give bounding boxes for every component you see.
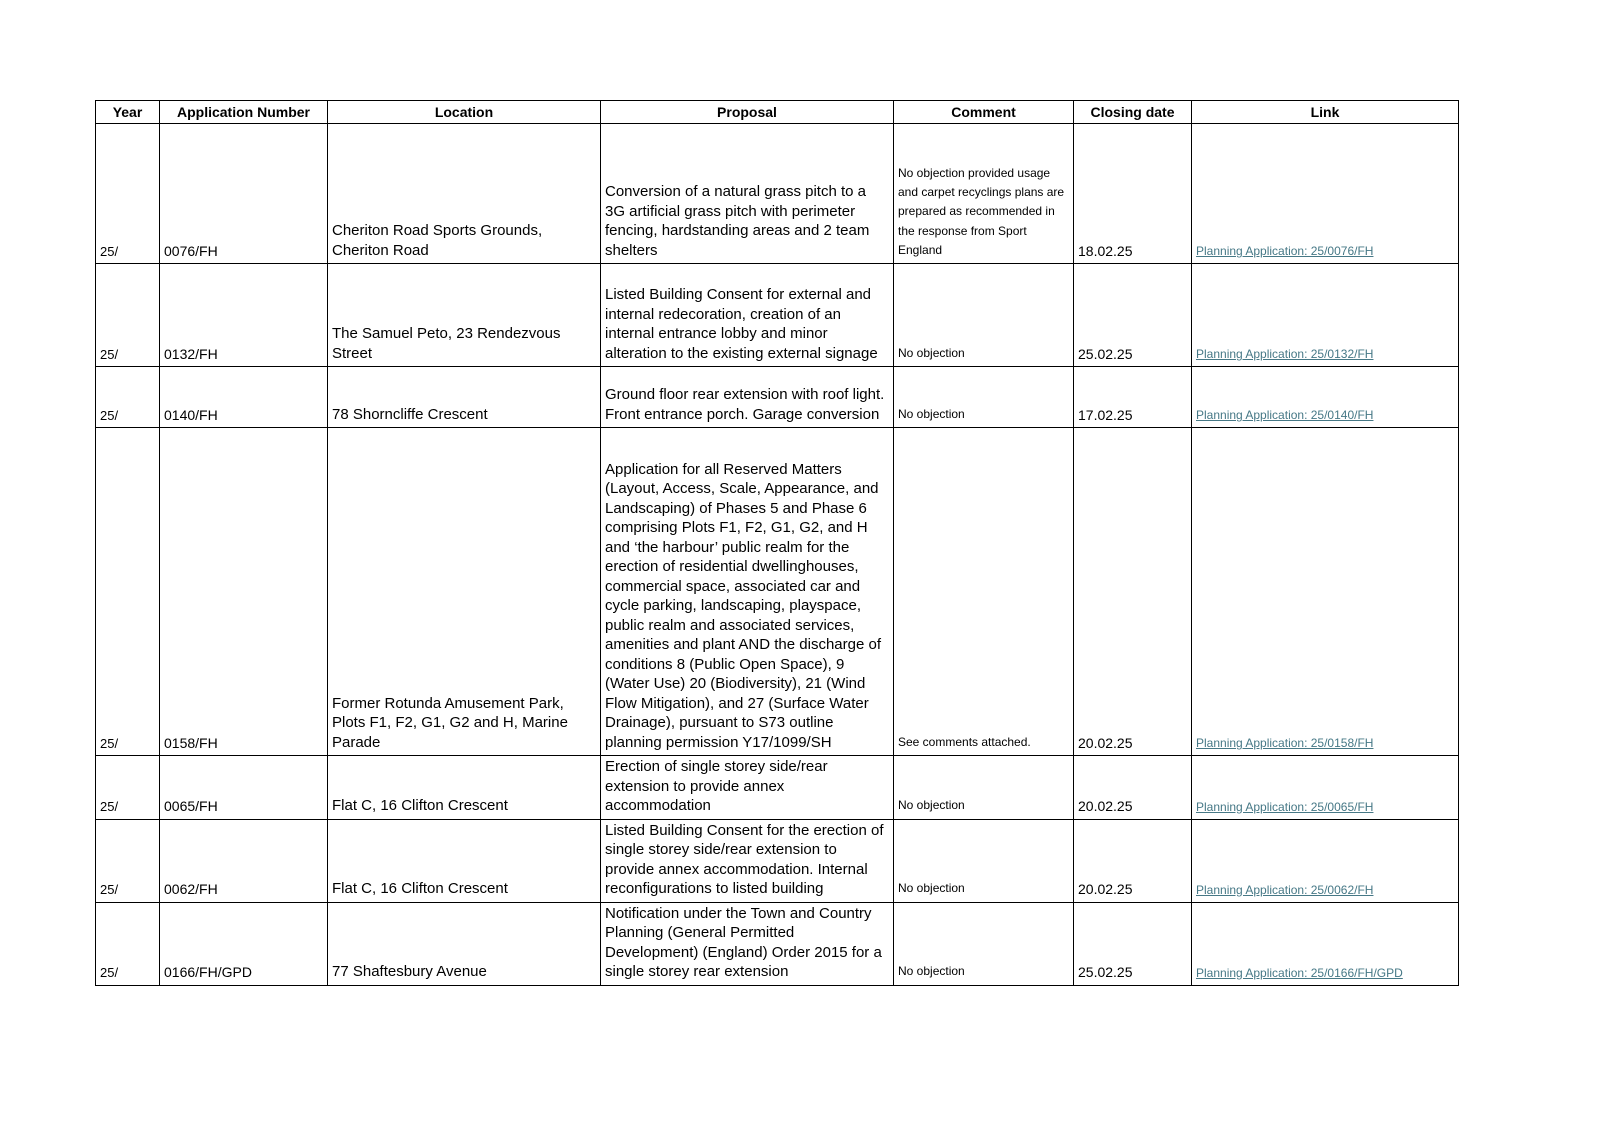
cell-proposal: Application for all Reserved Matters (Layout, Access, Scale, Appearance, and Landscaping) of Phases 5 and Phase 6 comprising Plots F1, F2, G1, G2, and H and ‘the harbour’ public realm for the erection of residential dwellinghouses, commercial space, associated car and cycle parking, landscaping, playspace, public realm and associated services, amenities and plant AND the discharge of conditions 8 (Public Open Space), 9 (Water Use) 20 (Biodiversity), 21 (Wind Flow Mitigation), and 27 (Surface Water Drainage), pursuant to S73 outline planning permission Y17/1099/SH bbox=[601, 428, 894, 756]
table-row bbox=[96, 428, 1459, 756]
cell-comment: No objection provided usage and carpet recyclings plans are prepared as recommended in the response from Sport England bbox=[894, 124, 1074, 264]
cell-link bbox=[1192, 819, 1459, 902]
cell-application-number: 0132/FH bbox=[160, 264, 328, 367]
cell-location: Flat C, 16 Clifton Crescent bbox=[328, 756, 601, 820]
table-row bbox=[96, 264, 1459, 367]
cell-link bbox=[1192, 428, 1459, 756]
cell-application-number: 0166/FH/GPD bbox=[160, 902, 328, 985]
header-link: Link bbox=[1192, 101, 1459, 124]
cell-location: Flat C, 16 Clifton Crescent bbox=[328, 819, 601, 902]
cell-link bbox=[1192, 124, 1459, 264]
cell-proposal: Ground floor rear extension with roof light. Front entrance porch. Garage conversion bbox=[601, 367, 894, 428]
cell-year: 25/ bbox=[96, 264, 160, 367]
cell-link bbox=[1192, 756, 1459, 820]
planning-application-link[interactable]: Planning Application: 25/0158/FH bbox=[1196, 736, 1374, 751]
cell-year: 25/ bbox=[96, 819, 160, 902]
cell-year: 25/ bbox=[96, 367, 160, 428]
cell-link bbox=[1192, 902, 1459, 985]
cell-application-number: 0076/FH bbox=[160, 124, 328, 264]
cell-proposal: Listed Building Consent for external and internal redecoration, creation of an internal entrance lobby and minor alteration to the existing external signage bbox=[601, 264, 894, 367]
cell-application-number: 0158/FH bbox=[160, 428, 328, 756]
cell-location: Cheriton Road Sports Grounds, Cheriton Road bbox=[328, 124, 601, 264]
header-comment: Comment bbox=[894, 101, 1074, 124]
planning-application-link[interactable]: Planning Application: 25/0076/FH bbox=[1196, 244, 1374, 259]
header-row bbox=[96, 101, 1459, 124]
cell-closing-date: 20.02.25 bbox=[1074, 819, 1192, 902]
planning-application-link[interactable]: Planning Application: 25/0065/FH bbox=[1196, 799, 1374, 814]
cell-year: 25/ bbox=[96, 902, 160, 985]
planning-application-link[interactable]: Planning Application: 25/0140/FH bbox=[1196, 408, 1374, 423]
cell-comment: No objection bbox=[894, 264, 1074, 367]
cell-proposal: Erection of single storey side/rear extension to provide annex accommodation bbox=[601, 756, 894, 820]
cell-closing-date: 17.02.25 bbox=[1074, 367, 1192, 428]
cell-comment: No objection bbox=[894, 367, 1074, 428]
cell-location: Former Rotunda Amusement Park, Plots F1, F2, G1, G2 and H, Marine Parade bbox=[328, 428, 601, 756]
header-proposal: Proposal bbox=[601, 101, 894, 124]
cell-comment: No objection bbox=[894, 902, 1074, 985]
cell-proposal: Listed Building Consent for the erection of single storey side/rear extension to provide annex accommodation. Internal reconfigurations to listed building bbox=[601, 819, 894, 902]
cell-proposal: Conversion of a natural grass pitch to a 3G artificial grass pitch with perimeter fencing, hardstanding areas and 2 team shelters bbox=[601, 124, 894, 264]
cell-closing-date: 25.02.25 bbox=[1074, 902, 1192, 985]
cell-closing-date: 18.02.25 bbox=[1074, 124, 1192, 264]
cell-closing-date: 25.02.25 bbox=[1074, 264, 1192, 367]
table-row bbox=[96, 756, 1459, 820]
cell-link bbox=[1192, 367, 1459, 428]
cell-closing-date: 20.02.25 bbox=[1074, 756, 1192, 820]
planning-application-link[interactable]: Planning Application: 25/0166/FH/GPD bbox=[1196, 965, 1403, 980]
planning-applications-table bbox=[95, 100, 1459, 986]
cell-year: 25/ bbox=[96, 756, 160, 820]
cell-comment: See comments attached. bbox=[894, 428, 1074, 756]
header-year: Year bbox=[96, 101, 160, 124]
table-row bbox=[96, 124, 1459, 264]
table-row bbox=[96, 367, 1459, 428]
cell-application-number: 0062/FH bbox=[160, 819, 328, 902]
cell-application-number: 0065/FH bbox=[160, 756, 328, 820]
cell-closing-date: 20.02.25 bbox=[1074, 428, 1192, 756]
cell-comment: No objection bbox=[894, 756, 1074, 820]
cell-location: The Samuel Peto, 23 Rendezvous Street bbox=[328, 264, 601, 367]
header-location: Location bbox=[328, 101, 601, 124]
header-application-number: Application Number bbox=[160, 101, 328, 124]
cell-proposal: Notification under the Town and Country Planning (General Permitted Development) (England) Order 2015 for a single storey rear extension bbox=[601, 902, 894, 985]
cell-location: 77 Shaftesbury Avenue bbox=[328, 902, 601, 985]
header-closing-date: Closing date bbox=[1074, 101, 1192, 124]
table-row bbox=[96, 819, 1459, 902]
cell-year: 25/ bbox=[96, 428, 160, 756]
cell-year: 25/ bbox=[96, 124, 160, 264]
planning-application-link[interactable]: Planning Application: 25/0062/FH bbox=[1196, 882, 1374, 897]
cell-location: 78 Shorncliffe Crescent bbox=[328, 367, 601, 428]
cell-comment: No objection bbox=[894, 819, 1074, 902]
planning-application-link[interactable]: Planning Application: 25/0132/FH bbox=[1196, 347, 1374, 362]
cell-link bbox=[1192, 264, 1459, 367]
table-row bbox=[96, 902, 1459, 985]
cell-application-number: 0140/FH bbox=[160, 367, 328, 428]
